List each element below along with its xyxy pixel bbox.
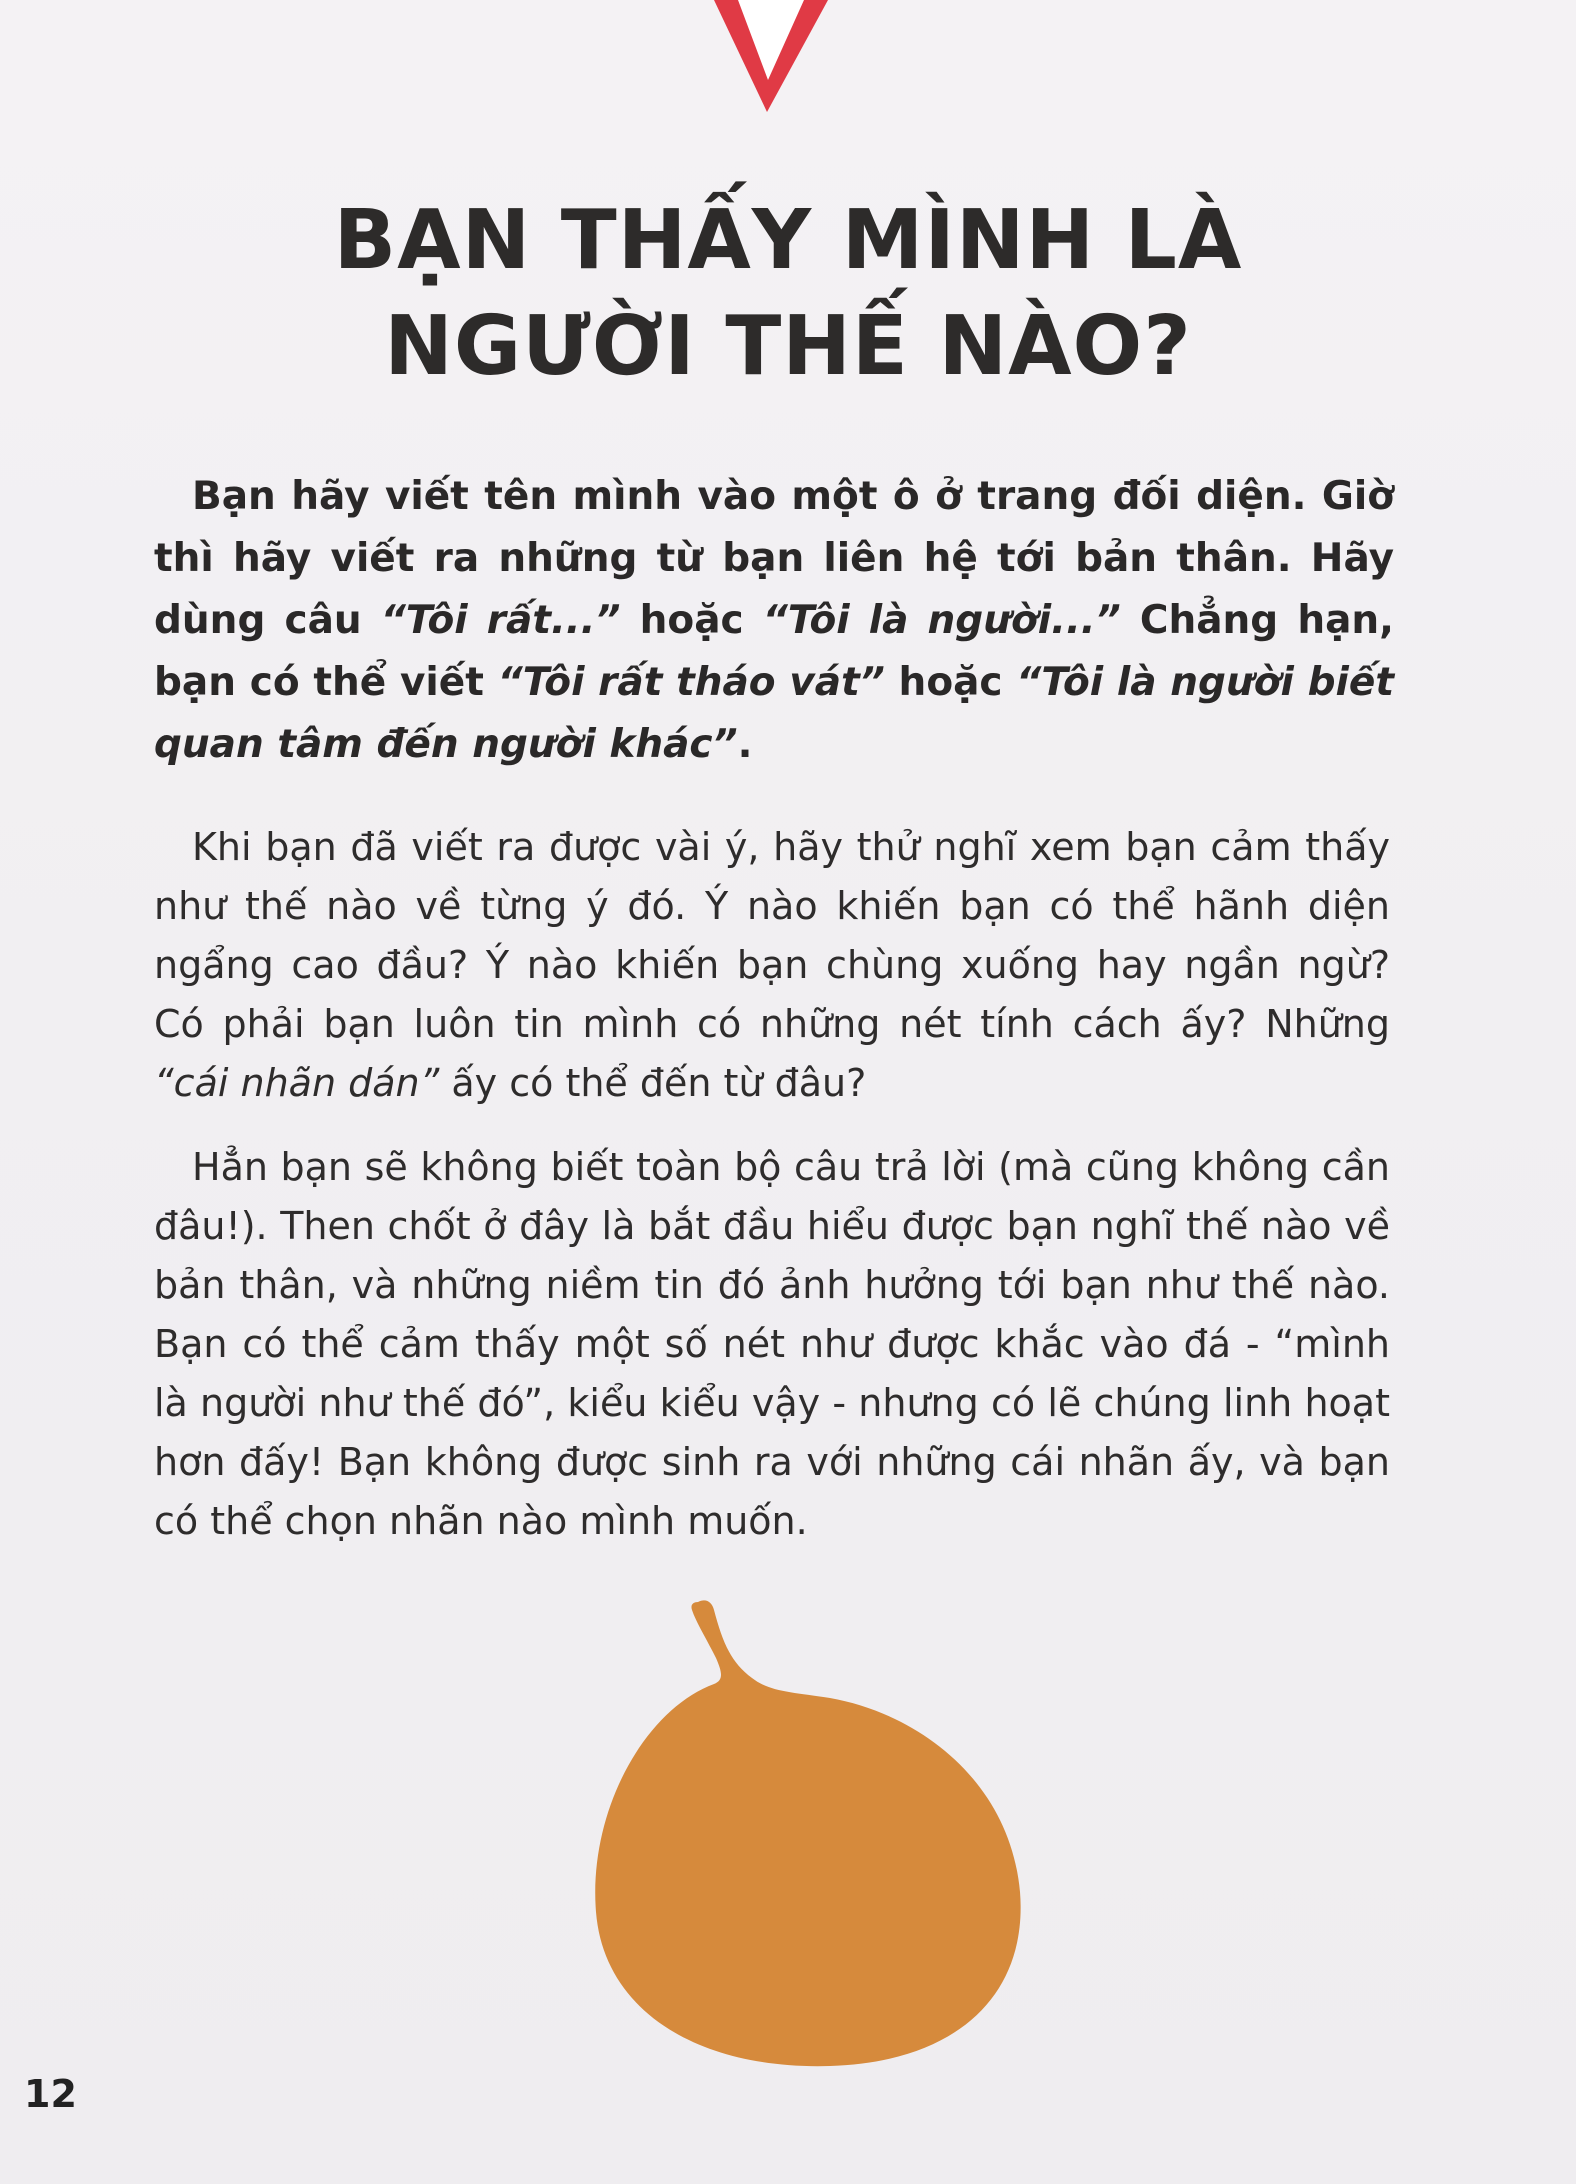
page-number: 12 [24,2072,77,2116]
intro-text-4: hoặc [884,660,1017,705]
paragraph2-text: Hẳn bạn sẽ không biết toàn bộ câu trả lời (mà cũng không cần đâu!). Then chốt ở đây là bắt đầu hiểu được bạn nghĩ thế nào về bản thân, và những niềm tin đó ảnh hưởng tới bạn như thế nào. Bạn có thể cảm thấy một số nét như được khắc vào đá - “mình là người như thế đó”, kiểu kiểu vậy - nhưng có lẽ chúng linh hoạt hơn đấy! Bạn không được sinh ra với những cái nhãn ấy, và bạn có thể chọn nhãn nào mình muốn. [154,1145,1390,1543]
intro-text-3: Chẳng hạn, bạn có thể viết [154,598,1394,705]
intro-text-2: hoặc [620,598,763,643]
title-line-2: NGƯỜI THẾ NÀO? [384,299,1192,394]
paragraph1-quote: “cái nhãn dán” [154,1061,440,1105]
title-line-1: BẠN THẤY MÌNH LÀ [333,193,1243,288]
intro-quote-2: “Tôi là người...” [762,598,1121,643]
intro-quote-3: “Tôi rất tháo vát” [497,660,885,705]
intro-paragraph [154,466,1394,776]
body-paragraph-2 [154,1138,1390,1551]
body-paragraph-1 [154,818,1390,1113]
red-triangle-icon [710,0,830,115]
intro-text-5: . [737,722,753,767]
paragraph1-text-2: ấy có thể đến từ đâu? [439,1061,867,1105]
intro-quote-4: “Tôi là người biết quan tâm đến người khác” [154,660,1394,767]
page-title [0,188,1576,400]
paragraph1-text-1: Khi bạn đã viết ra được vài ý, hãy thử nghĩ xem bạn cảm thấy như thế nào về từng ý đó. Ý nào khiến bạn có thể hãnh diện ngẩng cao đầu? Ý nào khiến bạn chùng xuống hay ngần ngừ? Có phải bạn luôn tin mình có những nét tính cách ấy? Những [154,825,1390,1046]
intro-quote-1: “Tôi rất...” [380,598,621,643]
onion-shape-icon [580,1592,1030,2072]
intro-text-1: Bạn hãy viết tên mình vào một ô ở trang đối diện. Giờ thì hãy viết ra những từ bạn liên hệ tới bản thân. Hãy dùng câu [154,474,1394,643]
